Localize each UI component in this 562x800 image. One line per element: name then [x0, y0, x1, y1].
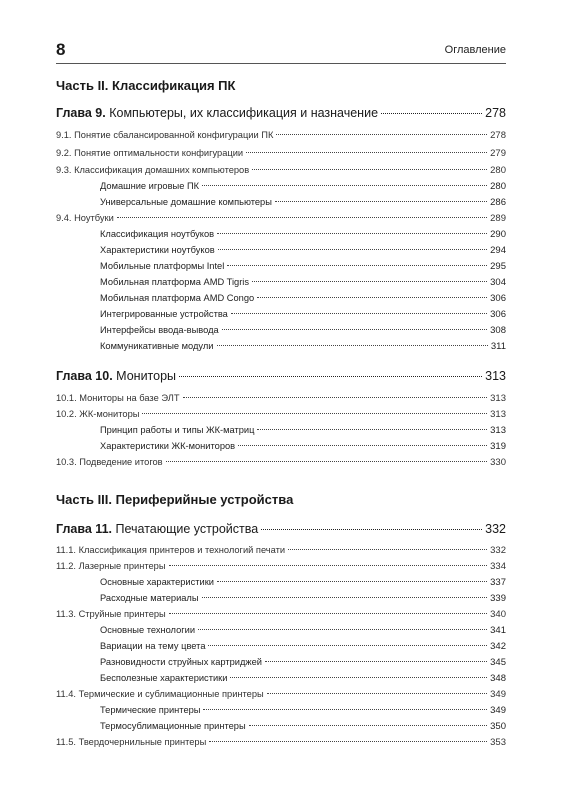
page-ref: 353: [490, 737, 506, 748]
toc-entry[interactable]: [56, 213, 506, 224]
chapter-label: Глава 10.: [56, 369, 113, 383]
part-heading: Часть III. Периферийные устройства: [56, 492, 294, 507]
leader-dots: [231, 313, 487, 314]
chapter-title: Печатающие устройства: [115, 522, 259, 536]
page-ref: 313: [485, 369, 506, 383]
entry-title: Термосублимационные принтеры: [100, 721, 246, 731]
page-ref: 289: [490, 213, 506, 224]
entry-title: 10.1. Мониторы на базе ЭЛТ: [56, 393, 180, 403]
toc-subentry[interactable]: [100, 293, 506, 304]
entry-title: 10.2. ЖК-мониторы: [56, 409, 140, 419]
toc-subentry[interactable]: [100, 197, 506, 208]
toc-entry[interactable]: [56, 561, 506, 572]
page-ref: 313: [490, 393, 506, 404]
toc-entry[interactable]: [56, 457, 506, 468]
page-ref: 340: [490, 609, 506, 620]
page-ref: 304: [490, 277, 506, 288]
leader-dots: [276, 134, 487, 135]
page-ref: 349: [490, 705, 506, 716]
chapter-label: Глава 11.: [56, 522, 112, 536]
leader-dots: [202, 597, 488, 598]
entry-title: Бесполезные характеристики: [100, 673, 228, 683]
leader-dots: [252, 169, 487, 170]
page-ref: 345: [490, 657, 506, 668]
entry-title: Основные характеристики: [100, 577, 214, 587]
toc-subentry[interactable]: [100, 181, 506, 192]
toc-entry[interactable]: [56, 148, 506, 159]
page-ref: 334: [490, 561, 506, 572]
toc-subentry[interactable]: [100, 641, 506, 652]
entry-title: Универсальные домашние компьютеры: [100, 197, 272, 207]
entry-title: Домашние игровые ПК: [100, 181, 200, 191]
page-ref: 279: [490, 148, 506, 159]
entry-title: 11.2. Лазерные принтеры: [56, 561, 166, 571]
entry-title: 11.1. Классификация принтеров и технологий печати: [56, 545, 286, 555]
page-ref: 330: [490, 457, 506, 468]
page-ref: 280: [490, 165, 506, 176]
leader-dots: [202, 185, 487, 186]
page-ref: 294: [490, 245, 506, 256]
entry-title: 10.3. Подведение итогов: [56, 457, 163, 467]
leader-dots: [257, 297, 487, 298]
page-ref: 313: [490, 425, 506, 436]
entry-title: 11.3. Струйные принтеры: [56, 609, 166, 619]
page-ref: 332: [485, 522, 506, 536]
toc-subentry[interactable]: [100, 341, 506, 352]
toc-subentry[interactable]: [100, 593, 506, 604]
toc-subentry[interactable]: [100, 625, 506, 636]
page-ref: 339: [490, 593, 506, 604]
entry-title: Основные технологии: [100, 625, 196, 635]
entry-title: Характеристики ноутбуков: [100, 245, 215, 255]
leader-dots: [217, 233, 487, 234]
page-number: 8: [56, 40, 66, 59]
toc-entry[interactable]: [56, 130, 506, 141]
leader-dots: [249, 725, 487, 726]
chapter-title: Мониторы: [116, 369, 177, 383]
entry-title: Интегрированные устройства: [100, 309, 228, 319]
entry-title: Характеристики ЖК-мониторов: [100, 441, 236, 451]
entry-title: 9.1. Понятие сбалансированной конфигурации ПК: [56, 130, 274, 140]
toc-chapter[interactable]: [56, 522, 506, 536]
leader-dots: [169, 613, 487, 614]
entry-title: Мобильная платформа AMD Tigris: [100, 277, 249, 287]
leader-dots: [198, 629, 487, 630]
entry-title: 9.3. Классификация домашних компьютеров: [56, 165, 250, 175]
chapter-title: Компьютеры, их классификация и назначение: [109, 106, 379, 120]
page-ref: 295: [490, 261, 506, 272]
toc-subentry[interactable]: [100, 325, 506, 336]
toc-entry[interactable]: [56, 737, 506, 748]
page-ref: 290: [490, 229, 506, 240]
leader-dots: [183, 397, 488, 398]
entry-title: 11.5. Твердочернильные принтеры: [56, 737, 207, 747]
leader-dots: [222, 329, 487, 330]
leader-dots: [381, 113, 482, 114]
part-heading: Часть II. Классификация ПК: [56, 78, 236, 93]
leader-dots: [208, 645, 487, 646]
toc-subentry[interactable]: [100, 229, 506, 240]
entry-title: Разновидности струйных картриджей: [100, 657, 262, 667]
entry-title: 9.4. Ноутбуки: [56, 213, 114, 223]
page-ref: 306: [490, 309, 506, 320]
entry-title: Коммуникативные модули: [100, 341, 214, 351]
toc-subentry[interactable]: [100, 721, 506, 732]
leader-dots: [218, 249, 487, 250]
toc-subentry[interactable]: [100, 261, 506, 272]
leader-dots: [288, 549, 487, 550]
leader-dots: [203, 709, 487, 710]
entry-title: 11.4. Термические и сублимационные принтеры: [56, 689, 264, 699]
page-ref: 313: [490, 409, 506, 420]
header-rule: [56, 63, 506, 64]
entry-title: Мобильные платформы Intel: [100, 261, 225, 271]
entry-title: 9.2. Понятие оптимальности конфигурации: [56, 148, 244, 158]
chapter-label: Глава 9.: [56, 106, 106, 120]
leader-dots: [257, 429, 487, 430]
entry-title: Интерфейсы ввода-вывода: [100, 325, 219, 335]
page-ref: 311: [490, 341, 506, 352]
leader-dots: [265, 661, 487, 662]
leader-dots: [275, 201, 487, 202]
leader-dots: [261, 529, 482, 530]
toc-subentry[interactable]: [100, 245, 506, 256]
page-ref: 278: [490, 130, 506, 141]
leader-dots: [142, 413, 487, 414]
page-ref: 341: [490, 625, 506, 636]
page-ref: 332: [490, 545, 506, 556]
page-ref: 350: [490, 721, 506, 732]
entry-title: Вариации на тему цвета: [100, 641, 206, 651]
entry-title: Расходные материалы: [100, 593, 199, 603]
leader-dots: [246, 152, 487, 153]
leader-dots: [238, 445, 487, 446]
page-ref: 308: [490, 325, 506, 336]
toc-entry[interactable]: [56, 165, 506, 176]
leader-dots: [217, 581, 487, 582]
leader-dots: [230, 677, 487, 678]
toc-entry[interactable]: [56, 609, 506, 620]
toc-chapter[interactable]: [56, 369, 506, 383]
entry-title: Классификация ноутбуков: [100, 229, 215, 239]
leader-dots: [252, 281, 487, 282]
page-ref: 278: [485, 106, 506, 120]
entry-title: Мобильная платформа AMD Congo: [100, 293, 255, 303]
entry-title: Термические принтеры: [100, 705, 201, 715]
toc-subentry[interactable]: [100, 657, 506, 668]
toc-subentry[interactable]: [100, 673, 506, 684]
page-ref: 286: [490, 197, 506, 208]
toc-entry[interactable]: [56, 689, 506, 700]
toc-entry[interactable]: [56, 545, 506, 556]
leader-dots: [117, 217, 487, 218]
page-ref: 337: [490, 577, 506, 588]
leader-dots: [217, 345, 488, 346]
page-ref: 342: [490, 641, 506, 652]
leader-dots: [169, 565, 488, 566]
toc-subentry[interactable]: [100, 425, 506, 436]
toc-subentry[interactable]: [100, 277, 506, 288]
leader-dots: [267, 693, 487, 694]
leader-dots: [179, 376, 482, 377]
page-ref: 280: [490, 181, 506, 192]
toc-subentry[interactable]: [100, 705, 506, 716]
page-ref: 349: [490, 689, 506, 700]
toc-entry[interactable]: [56, 409, 506, 420]
toc-subentry[interactable]: [100, 309, 506, 320]
toc-subentry[interactable]: [100, 577, 506, 588]
toc-chapter[interactable]: [56, 106, 506, 120]
toc-entry[interactable]: [56, 393, 506, 404]
leader-dots: [209, 741, 487, 742]
page-ref: 306: [490, 293, 506, 304]
toc-subentry[interactable]: [100, 441, 506, 452]
running-title: Оглавление: [444, 44, 506, 56]
page-ref: 348: [490, 673, 506, 684]
entry-title: Принцип работы и типы ЖК-матриц: [100, 425, 255, 435]
leader-dots: [227, 265, 487, 266]
leader-dots: [166, 461, 488, 462]
page-ref: 319: [490, 441, 506, 452]
